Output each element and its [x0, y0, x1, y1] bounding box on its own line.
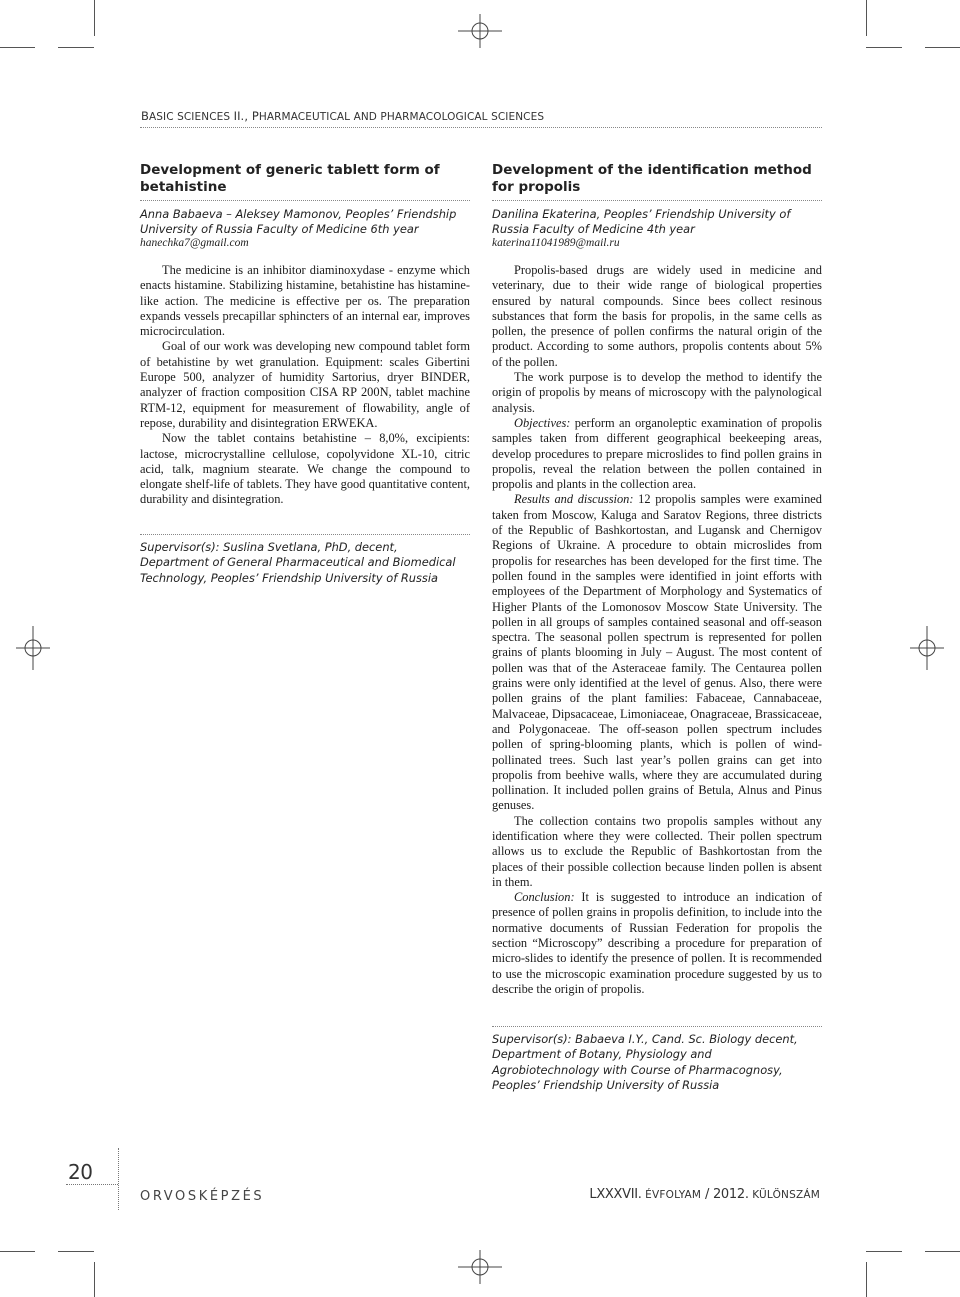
right-paragraph-6 [492, 890, 822, 997]
right-objectives-text: perform an organoleptic examination of propolis samples taken from different geographical beekeeping areas, develop procedures to prepare microslides to find pollen grains in propolis, reveal the relation between the pollen contained in propolis and plants in the collection area. [492, 415, 822, 492]
crop-mark-bottom-left-h [0, 1251, 35, 1252]
left-supervisor: Supervisor(s): Suslina Svetlana, PhD, decent, Department of General Pharmaceutical and Biomedical Technology, Peoples’ Friendship University of Russia [140, 540, 456, 585]
right-conclusion-text: It is suggested to introduce an indication of presence of pollen grains in propolis definition, to include into the normative documents of Russian Federation for propolis the section “Microscopy” describing a procedure for preparation of micro-slides to identify the presence of pollen. It is recommended to use the microscopic examination procedure suggested by us to describe the origin of propolis. [492, 890, 822, 996]
issue-separator: / [701, 1187, 713, 1202]
issue-year: 2012. [712, 1187, 749, 1202]
right-article-authors: Danilina Ekaterina, Peoples’ Friendship University of Russia Faculty of Medicine 4th year [492, 207, 791, 236]
crop-mark-bottom-right-h2 [925, 1251, 960, 1252]
crop-mark-top-right-h [866, 47, 902, 48]
crop-mark-top-left-h2 [58, 47, 94, 48]
right-paragraph-2: The work purpose is to develop the method to identify the origin of propolis by means of microscopy with the palynological analysis. [492, 370, 822, 415]
right-article-body [492, 263, 822, 997]
right-results-label: Results and discussion: [514, 492, 634, 507]
right-paragraph-3 [492, 416, 822, 492]
right-paragraph-5: The collection contains two propolis samples without any identification where they were collected. Their pollen spectrum allows us to exclude the Republic of Bashkortostan from the places of their possible collection because linden pollen is absent in them. [492, 813, 822, 889]
left-paragraph-3: Now the tablet contains betahistine – 8,0%, excipients: lactose, microcrystalline cellulose, copolyvidone XL-10, citric acid, talk, magnium stearate. We change the compound to elongate shelf-life of tablets. They have good quantitative content, durability and disintegration. [140, 431, 470, 507]
right-conclusion-label: Conclusion: [514, 890, 575, 905]
section-header-b: B [141, 109, 149, 123]
registration-mark-left [16, 626, 50, 670]
right-paragraph-4 [492, 492, 822, 813]
issue-roman: LXXXVII. [589, 1187, 642, 1202]
registration-mark-bottom [458, 1250, 502, 1284]
crop-mark-top-right-h2 [925, 47, 960, 48]
section-header-part2: II., P [233, 109, 259, 123]
right-supervisor-divider [492, 1026, 822, 1027]
left-article-email: hanechka7@gmail.com [140, 237, 249, 249]
issue-info [589, 1187, 820, 1202]
header-divider [140, 127, 822, 128]
left-title-divider [140, 200, 470, 201]
section-header-part1: ASIC SCIENCES [149, 111, 234, 123]
crop-mark-top-right-v [866, 0, 867, 36]
left-paragraph-2: Goal of our work was developing new compound tablet form of betahistine by wet granulation. Equipment: scales Gibertini Europe 500, analyzer of humidity Sartorius, dryer BINDER, analyzer of fraction composition CISA RP 200N, tablet machine RTM-12, equipment for measurement of flowability, angle of repose, durability and disintegration ERWEKA. [140, 339, 470, 430]
journal-name: ORVOSKÉPZÉS [140, 1189, 265, 1204]
issue-special: KÜLÖNSZÁM [748, 1189, 820, 1201]
crop-mark-bottom-left-v [94, 1262, 95, 1297]
left-article [140, 162, 470, 250]
crop-mark-top-left-h [0, 47, 35, 48]
right-article-email: katerina11041989@mail.ru [492, 237, 620, 249]
crop-mark-bottom-left-h2 [58, 1251, 94, 1252]
right-results-text: 12 propolis samples were examined taken from Moscow, Kaluga and Saratov Regions, three districts of the Republic of Bashkortostan, and Lugansk and Chernigov Regions of Ukraine. A procedure to obtain microslides from propolis for researches has been developed for the first time. The pollen found in the samples were identified in joint efforts with employees of the Department of Morphology and Systematics of Higher Plants of the Lomonosov Moscow State University. The pollen in all groups of samples contained seasonal and off-season spectra. The seasonal pollen spectrum is represented for pollen grains of plants blooming in July – August. The most content of pollen was that of the Asteraceae family. The Centaurea pollen grains were only identified at the level of genus. Also, there were pollen grains of the plant families: Fabaceae, Cannabaceae, Malvaceae, Dipsacaceae, Limoniaceae, Onagraceae, Brassicaceae, and Polygonaceae. The off-season pollen spectrum includes pollen of spring-blooming plants, which is pollen of wind-pollinated trees. Such last year’s pollen grains can get into propolis from beehive walls, where they are accumulated during pollination. It included pollen grains of Betula, Alnus and Pinus genuses. [492, 492, 822, 813]
page-number: 20 [68, 1160, 93, 1184]
left-paragraph-1: The medicine is an inhibitor diaminoxydase - enzyme which enacts histamine. Stabilizing histamine, betahistine has histamine-like action. The medicine is effective per os. The preparation expands vessels precapillar sphincters of an internal ear, improves microcirculation. [140, 263, 470, 339]
left-article-title: Development of generic tablett form of betahistine [140, 162, 440, 195]
right-article-title: Development of the identification method for propolis [492, 162, 812, 195]
section-header [141, 109, 823, 123]
section-header-part3: HARMACEUTICAL AND PHARMACOLOGICAL SCIENCES [258, 111, 545, 123]
right-title-divider [492, 200, 822, 201]
right-objectives-label: Objectives: [514, 415, 571, 430]
crop-mark-bottom-right-h [866, 1251, 902, 1252]
issue-year-word: ÉVFOLYAM [641, 1189, 702, 1201]
left-supervisor-block [140, 540, 470, 586]
left-article-body [140, 263, 470, 508]
right-supervisor-block [492, 1032, 822, 1093]
registration-mark-top [458, 14, 502, 48]
right-paragraph-1: Propolis-based drugs are widely used in medicine and veterinary, due to their wide range of biological properties ensured by natural compounds. Since bees collect resinous substances that form the basis for propolis, in the same cells as pollen, the presence of pollen confirms the natural origin of the product. According to some authors, propolis contents about 5% of the pollen. [492, 263, 822, 369]
left-article-authors: Anna Babaeva – Aleksey Mamonov, Peoples’ Friendship University of Russia Faculty of Medicine 6th year [140, 207, 457, 236]
registration-mark-right [910, 626, 944, 670]
right-article [492, 162, 822, 250]
footer-vertical-rule [118, 1148, 120, 1210]
crop-mark-bottom-right-v [866, 1262, 867, 1297]
left-supervisor-divider [140, 534, 470, 535]
footer-horizontal-rule [66, 1184, 118, 1185]
right-supervisor: Supervisor(s): Babaeva I.Y., Cand. Sc. Biology decent, Department of Botany, Physiology and Agrobiotechnology with Course of Pharmacognosy, Peoples’ Friendship University of Russia [492, 1032, 798, 1092]
crop-mark-top-left-v [94, 0, 95, 36]
